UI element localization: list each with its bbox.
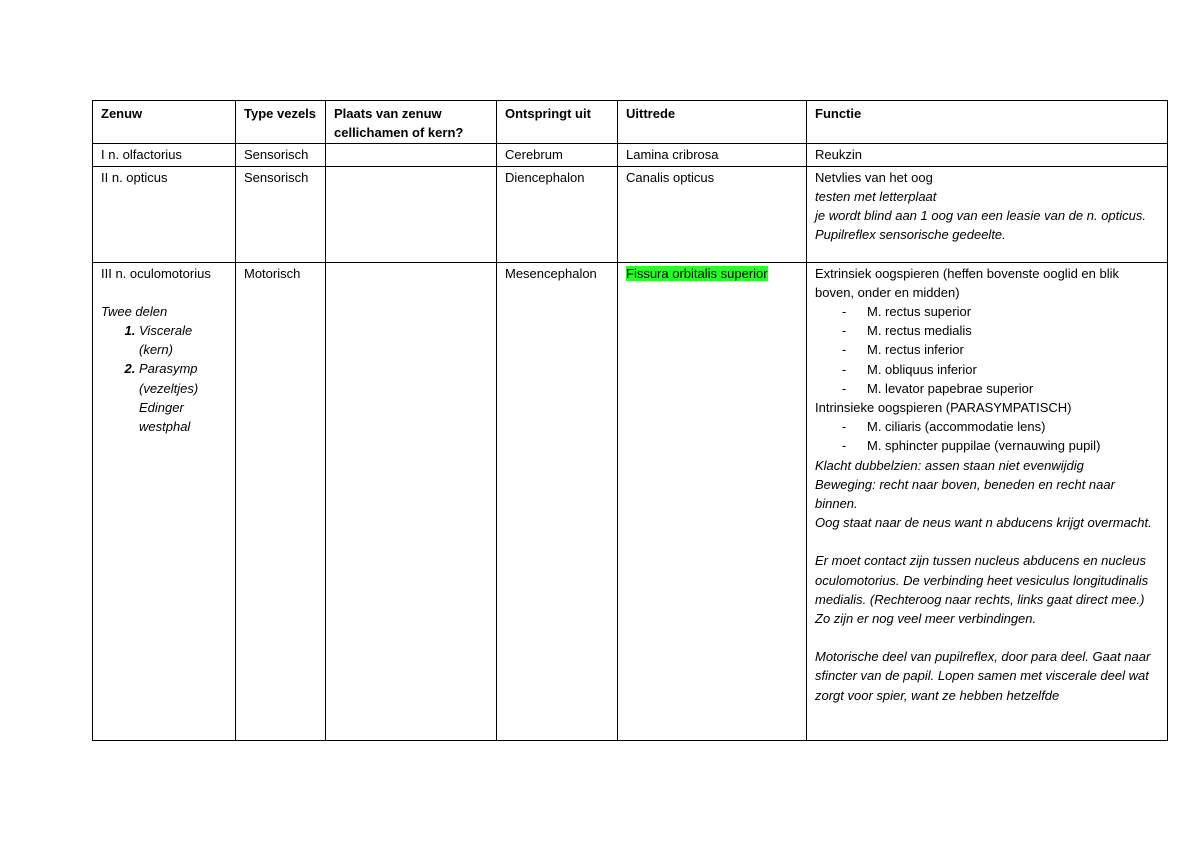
functie-klacht: Klacht dubbelzien: assen staan niet evenwijdig (815, 457, 1084, 473)
header-ontspringt: Ontspringt uit (497, 101, 618, 144)
functie-line: Pupilreflex sensorische gedeelte. (815, 227, 1006, 243)
extrinsiek-list (815, 302, 1159, 398)
cell-plaats (326, 262, 497, 740)
zenuw-name: III n. oculomotorius (101, 265, 211, 281)
list-item: - M. sphincter puppilae (vernauwing pupil) (867, 436, 1159, 455)
table-header-row (93, 101, 1168, 144)
header-plaats: Plaats van zenuw cellichamen of kern? (326, 101, 497, 144)
cell-zenuw: II n. opticus (93, 166, 236, 262)
cell-functie: Reukzin (807, 144, 1168, 166)
list-item: - M. rectus medialis (867, 321, 1159, 340)
functie-contact: Er moet contact zijn tussen nucleus abducens en nucleus oculomotorius. De verbinding heet vesiculus longitudinalis medialis. (Rechteroog naar rechts, links gaat direct mee.) Zo zijn er nog veel meer verbindingen. (815, 553, 1149, 627)
list-item: - M. ciliaris (accommodatie lens) (867, 417, 1159, 436)
list-item: - M. rectus superior (867, 302, 1159, 321)
functie-extrinsiek: Extrinsiek oogspieren (heffen bovenste ooglid en blik boven, onder en midden) (815, 265, 1120, 300)
cell-ontspringt: Diencephalon (497, 166, 618, 262)
zenuw-subtitle: Twee delen (101, 303, 168, 319)
cell-zenuw: I n. olfactorius (93, 144, 236, 166)
header-zenuw: Zenuw (93, 101, 236, 144)
list-item: - M. obliquus inferior (867, 360, 1159, 379)
functie-line: Netvlies van het oog (815, 169, 933, 185)
highlighted-text: Fissura orbitalis superior (626, 265, 768, 281)
cell-functie (807, 166, 1168, 262)
functie-line: je wordt blind aan 1 oog van een leasie van de n. opticus. (815, 208, 1147, 224)
cell-functie (807, 262, 1168, 740)
cell-plaats (326, 144, 497, 166)
functie-beweging: Beweging: recht naar boven, beneden en recht naar binnen. (815, 476, 1115, 512)
functie-intrinsiek: Intrinsieke oogspieren (PARASYMPATISCH) (815, 400, 1072, 416)
header-type-vezels: Type vezels (236, 101, 326, 144)
functie-motorisch: Motorische deel van pupilreflex, door para deel. Gaat naar sfincter van de papil. Lopen samen met viscerale deel wat zorgt voor spier, want ze hebben hetzelfde (815, 649, 1151, 703)
list-item: 2. Parasymp (vezeltjes) Edinger westphal (139, 359, 227, 436)
functie-line: testen met letterplaat (815, 188, 937, 204)
intrinsiek-list (815, 417, 1159, 455)
cell-uittrede: Canalis opticus (618, 166, 807, 262)
cell-type: Sensorisch (236, 166, 326, 262)
list-item: 1. Viscerale (kern) (139, 321, 227, 359)
cell-plaats (326, 166, 497, 262)
table-row (93, 166, 1168, 262)
list-item: - M. levator papebrae superior (867, 379, 1159, 398)
cranial-nerves-table (92, 100, 1168, 741)
header-uittrede: Uittrede (618, 101, 807, 144)
table-row (93, 262, 1168, 740)
cell-uittrede: Lamina cribrosa (618, 144, 807, 166)
cell-ontspringt: Cerebrum (497, 144, 618, 166)
cell-type: Motorisch (236, 262, 326, 740)
header-functie: Functie (807, 101, 1168, 144)
cell-ontspringt: Mesencephalon (497, 262, 618, 740)
cell-zenuw (93, 262, 236, 740)
zenuw-parts-list (101, 321, 227, 436)
table-row (93, 144, 1168, 166)
list-item: - M. rectus inferior (867, 340, 1159, 359)
cell-uittrede (618, 262, 807, 740)
cell-type: Sensorisch (236, 144, 326, 166)
functie-oog-staat: Oog staat naar de neus want n abducens krijgt overmacht. (815, 515, 1152, 531)
